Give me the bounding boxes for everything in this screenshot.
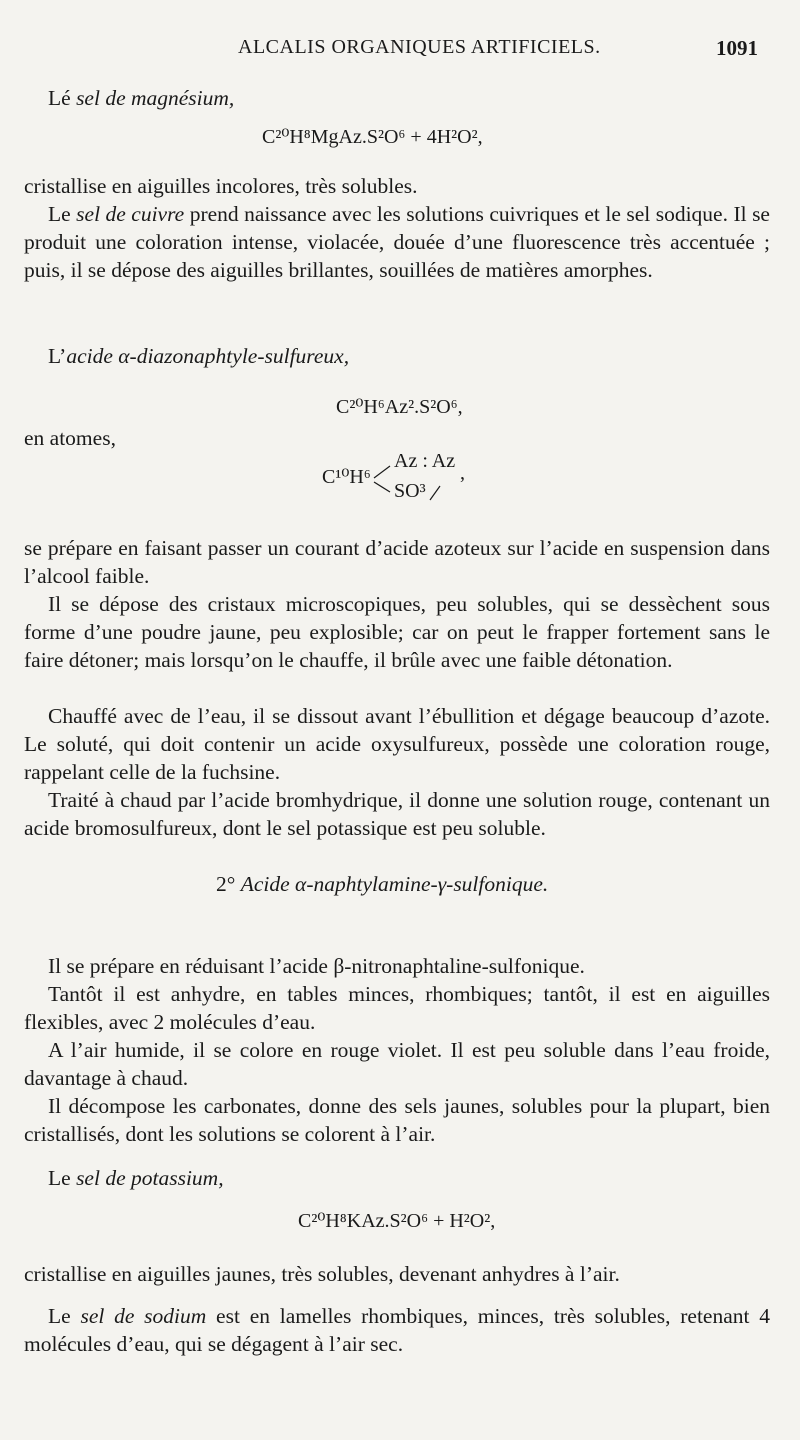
bond-line-return: [428, 482, 442, 502]
struct-comma: ,: [460, 462, 465, 484]
structural-formula: [322, 450, 482, 506]
formula-diazo-acid: C²⁰H⁶Az².S²O⁶,: [336, 396, 463, 418]
paragraph-magnesium-salt: Lé sel de magnésium,: [48, 86, 235, 110]
formula-potassium-salt: C²⁰H⁸KAz.S²O⁶ + H²O²,: [298, 1210, 496, 1232]
paragraph-copper-salt: Le sel de cuivre prend naissance avec les solutions cuivriques et le sel sodique. Il se produit une coloration intense, violacée, douée d’une fluorescence très accentuée ; puis, il se dépose des aiguilles brillantes, souillées de matières amorphes.: [24, 202, 770, 282]
section-heading-naphthylamine: 2° Acide α-naphtylamine-γ-sulfonique.: [216, 872, 549, 896]
running-title: ALCALIS ORGANIQUES ARTIFICIELS.: [238, 36, 601, 58]
paragraph-reduction: Il se prépare en réduisant l’acide β-nitronaphtaline-sulfonique.: [48, 954, 585, 978]
struct-base: C¹⁰H⁶: [322, 466, 371, 488]
paragraph-sodium-salt: Le sel de sodium est en lamelles rhombiques, minces, très solubles, retenant 4 molécules d’eau, qui se dégagent à l’air sec.: [24, 1304, 771, 1356]
paragraph-diazo-acid-title: L’acide α-diazonaphtyle-sulfureux,: [48, 344, 350, 368]
paragraph-carbonates: Il décompose les carbonates, donne des sels jaunes, solubles pour la plupart, bien cristallisés, dont les solutions se colorent à l’air.: [24, 1094, 770, 1146]
paragraph-hydrobromic: Traité à chaud par l’acide bromhydrique, il donne une solution rouge, contenant un acide bromosulfureux, dont le sel potassique est peu soluble.: [24, 788, 770, 840]
paragraph-potassium-salt: Le sel de potassium,: [48, 1166, 224, 1190]
paragraph-heating: Chauffé avec de l’eau, il se dissout avant l’ébullition et dégage beaucoup d’azote. Le soluté, qui doit contenir un acide oxysulfureux, possède une coloration rouge, rappelant celle de la fuchsine.: [24, 704, 770, 784]
paragraph-yellow-needles: cristallise en aiguilles jaunes, très solubles, devenant anhydres à l’air.: [24, 1262, 620, 1286]
page-header: [0, 36, 800, 66]
paragraph-crystallises-colourless: cristallise en aiguilles incolores, très solubles.: [24, 174, 418, 198]
struct-bottom: SO³: [394, 480, 426, 502]
paragraph-en-atomes: en atomes,: [24, 426, 116, 450]
page-number: 1091: [716, 36, 758, 60]
paragraph-preparation: se prépare en faisant passer un courant d’acide azoteux sur l’acide en suspension dans l’alcool faible.: [24, 536, 770, 588]
bond-lines: [372, 456, 392, 504]
paragraph-anhydrous: Tantôt il est anhydre, en tables minces, rhombiques; tantôt, il est en aiguilles flexibles, avec 2 molécules d’eau.: [24, 982, 770, 1034]
paragraph-crystals: Il se dépose des cristaux microscopiques, peu solubles, qui se dessèchent sous forme d’une poudre jaune, peu explosible; car on peut le frapper fortement sans le faire détoner; mais lorsqu’on le chauffe, il brûle avec une faible détonation.: [24, 592, 770, 672]
struct-top: Az : Az: [394, 450, 456, 472]
paragraph-humid-air: A l’air humide, il se colore en rouge violet. Il est peu soluble dans l’eau froide, davantage à chaud.: [24, 1038, 770, 1090]
formula-magnesium-salt: C²⁰H⁸MgAz.S²O⁶ + 4H²O²,: [262, 126, 483, 148]
